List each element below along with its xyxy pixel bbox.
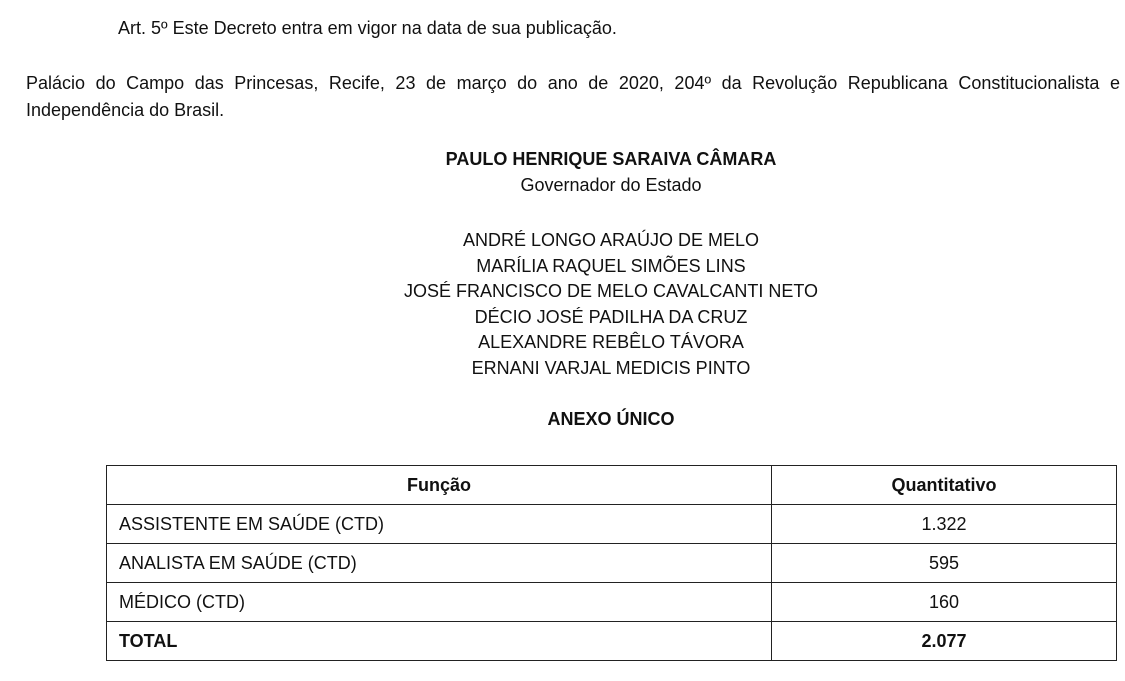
function-cell: MÉDICO (CTD) xyxy=(107,583,772,622)
article-text: Art. 5º Este Decreto entra em vigor na data de sua publicação. xyxy=(118,18,617,38)
signatories-list xyxy=(0,228,1125,382)
signatory-name: ERNANI VARJAL MEDICIS PINTO xyxy=(471,357,751,378)
function-cell: ASSISTENTE EM SAÚDE (CTD) xyxy=(107,505,772,544)
quantity-cell: 595 xyxy=(772,544,1117,583)
table-header-row xyxy=(107,466,1117,505)
quantity-cell: 160 xyxy=(772,583,1117,622)
annex-title: ANEXO ÚNICO xyxy=(547,409,675,429)
signatory-name: JOSÉ FRANCISCO DE MELO CAVALCANTI NETO xyxy=(403,281,819,302)
signatory-name: ANDRÉ LONGO ARAÚJO DE MELO xyxy=(462,230,760,250)
annex-table xyxy=(106,465,1117,661)
quantity-cell: 1.322 xyxy=(772,505,1117,544)
function-cell: ANALISTA EM SAÚDE (CTD) xyxy=(107,544,772,583)
closing-paragraph: Palácio do Campo das Princesas, Recife, 23 de março do ano de 2020, 204º da Revolução Republicana Constitucionalista e Independência do Brasil. xyxy=(26,73,1120,120)
total-value: 2.077 xyxy=(772,622,1117,661)
total-label: TOTAL xyxy=(107,622,772,661)
governor-title: Governador do Estado xyxy=(520,175,702,195)
table-row xyxy=(107,544,1117,583)
signatory-name: DÉCIO JOSÉ PADILHA DA CRUZ xyxy=(474,306,748,327)
signatory-name: ALEXANDRE REBÊLO TÁVORA xyxy=(478,332,744,353)
table-row xyxy=(107,583,1117,622)
header-function: Função xyxy=(107,466,772,505)
table-row xyxy=(107,505,1117,544)
governor-name: PAULO HENRIQUE SARAIVA CÂMARA xyxy=(445,149,777,169)
header-quantity: Quantitativo xyxy=(772,466,1117,505)
signatory-name: MARÍLIA RAQUEL SIMÕES LINS xyxy=(476,255,746,276)
table-total-row xyxy=(107,622,1117,661)
